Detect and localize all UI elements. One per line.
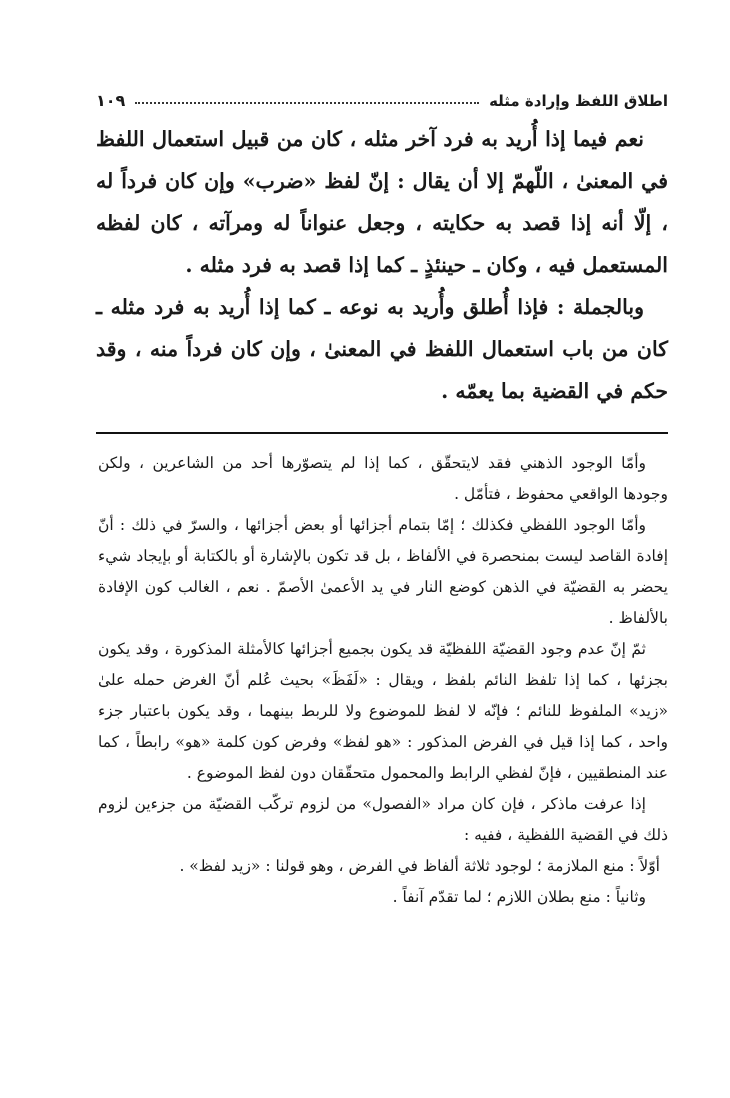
footnote-paragraph: وأمّا الوجود اللفظي فكذلك ؛ إمّا بتمام أجزائها أو بعض أجزائها ، والسرّ في ذلك : أنّ إفادة القاصد ليست بمنحصرة في الألفاظ ، بل قد تكون بالإشارة أو بالكتابة أو بإيجاد شيء يحضر به القضيّة في الذهن كوضع النار في يد الأعمىٰ الأصمّ . نعم ، الغالب كون الإفادة بالألفاظ . — [98, 516, 668, 627]
running-title: اطلاق اللفظ وإرادة مثله — [489, 92, 668, 110]
footnotes — [98, 448, 668, 913]
footnote-paragraph: إذا عرفت ماذكر ، فإن كان مراد «الفصول» من لزوم تركّب القضيّة من جزءين لزوم ذلك في القضية اللفظية ، ففيه : — [98, 795, 668, 844]
footnote-separator — [96, 432, 668, 434]
running-header — [96, 80, 668, 110]
main-paragraph: نعم فيما إذا أُريد به فرد آخر مثله ، كان من قبيل استعمال اللفظ في المعنىٰ ، اللّهمّ إلا أن يقال : إنّ لفظ «ضرب» وإن كان فرداً له ، إلّا أنه إذا قصد به حكايته ، وجعل عنواناً له ومرآته ، كان لفظه المستعمل فيه ، وكان ـ حينئذٍ ـ كما إذا قصد به فرد مثله . — [96, 127, 668, 277]
page-number: ١٠٩ — [96, 91, 126, 110]
main-paragraph: وبالجملة : فإذا أُطلق وأُريد به نوعه ـ كما إذا أُريد به فرد مثله ـ كان من باب استعمال اللفظ في المعنىٰ ، وإن كان فرداً منه ، وقد حكم في القضية بما يعمّه . — [96, 295, 668, 403]
footnote-list-item: وثانياً : منع بطلان اللازم ؛ لما تقدّم آنفاً . — [392, 888, 646, 906]
footnote-paragraph: وأمّا الوجود الذهني فقد لايتحقّق ، كما إذا لم يتصوّرها أحد من الشاعرين ، ولكن وجودها الواقعي محفوظ ، فتأمّل . — [98, 454, 668, 503]
main-text — [96, 118, 668, 412]
footnote-paragraph: ثمّ إنّ عدم وجود القضيّة اللفظيّة قد يكون بجميع أجزائها كالأمثلة المذكورة ، وقد يكون بجزئها ، كما إذا تلفظ النائم بلفظ ، ويقال : «لَفَظَ» بحيث عُلم أنّ الغرض حمله علىٰ «زيد» الملفوظ للنائم ؛ فإنّه لا لفظ للموضوع ولا للربط بينهما ، وقد يكون باعتبار جزء واحد ، كما إذا قيل في الفرض المذكور : «هو لفظ» وفرض كون كلمة «هو» رابطاً ، كما عند المنطقيين ، فإنّ لفظي الرابط والمحمول متحقّقان دون لفظ الموضوع . — [98, 640, 668, 782]
leader-dots — [135, 101, 479, 104]
footnote-list-item: أوّلاً : منع الملازمة ؛ لوجود ثلاثة ألفاظ في الفرض ، وهو قولنا : «زيد لفظ» . — [179, 857, 660, 875]
